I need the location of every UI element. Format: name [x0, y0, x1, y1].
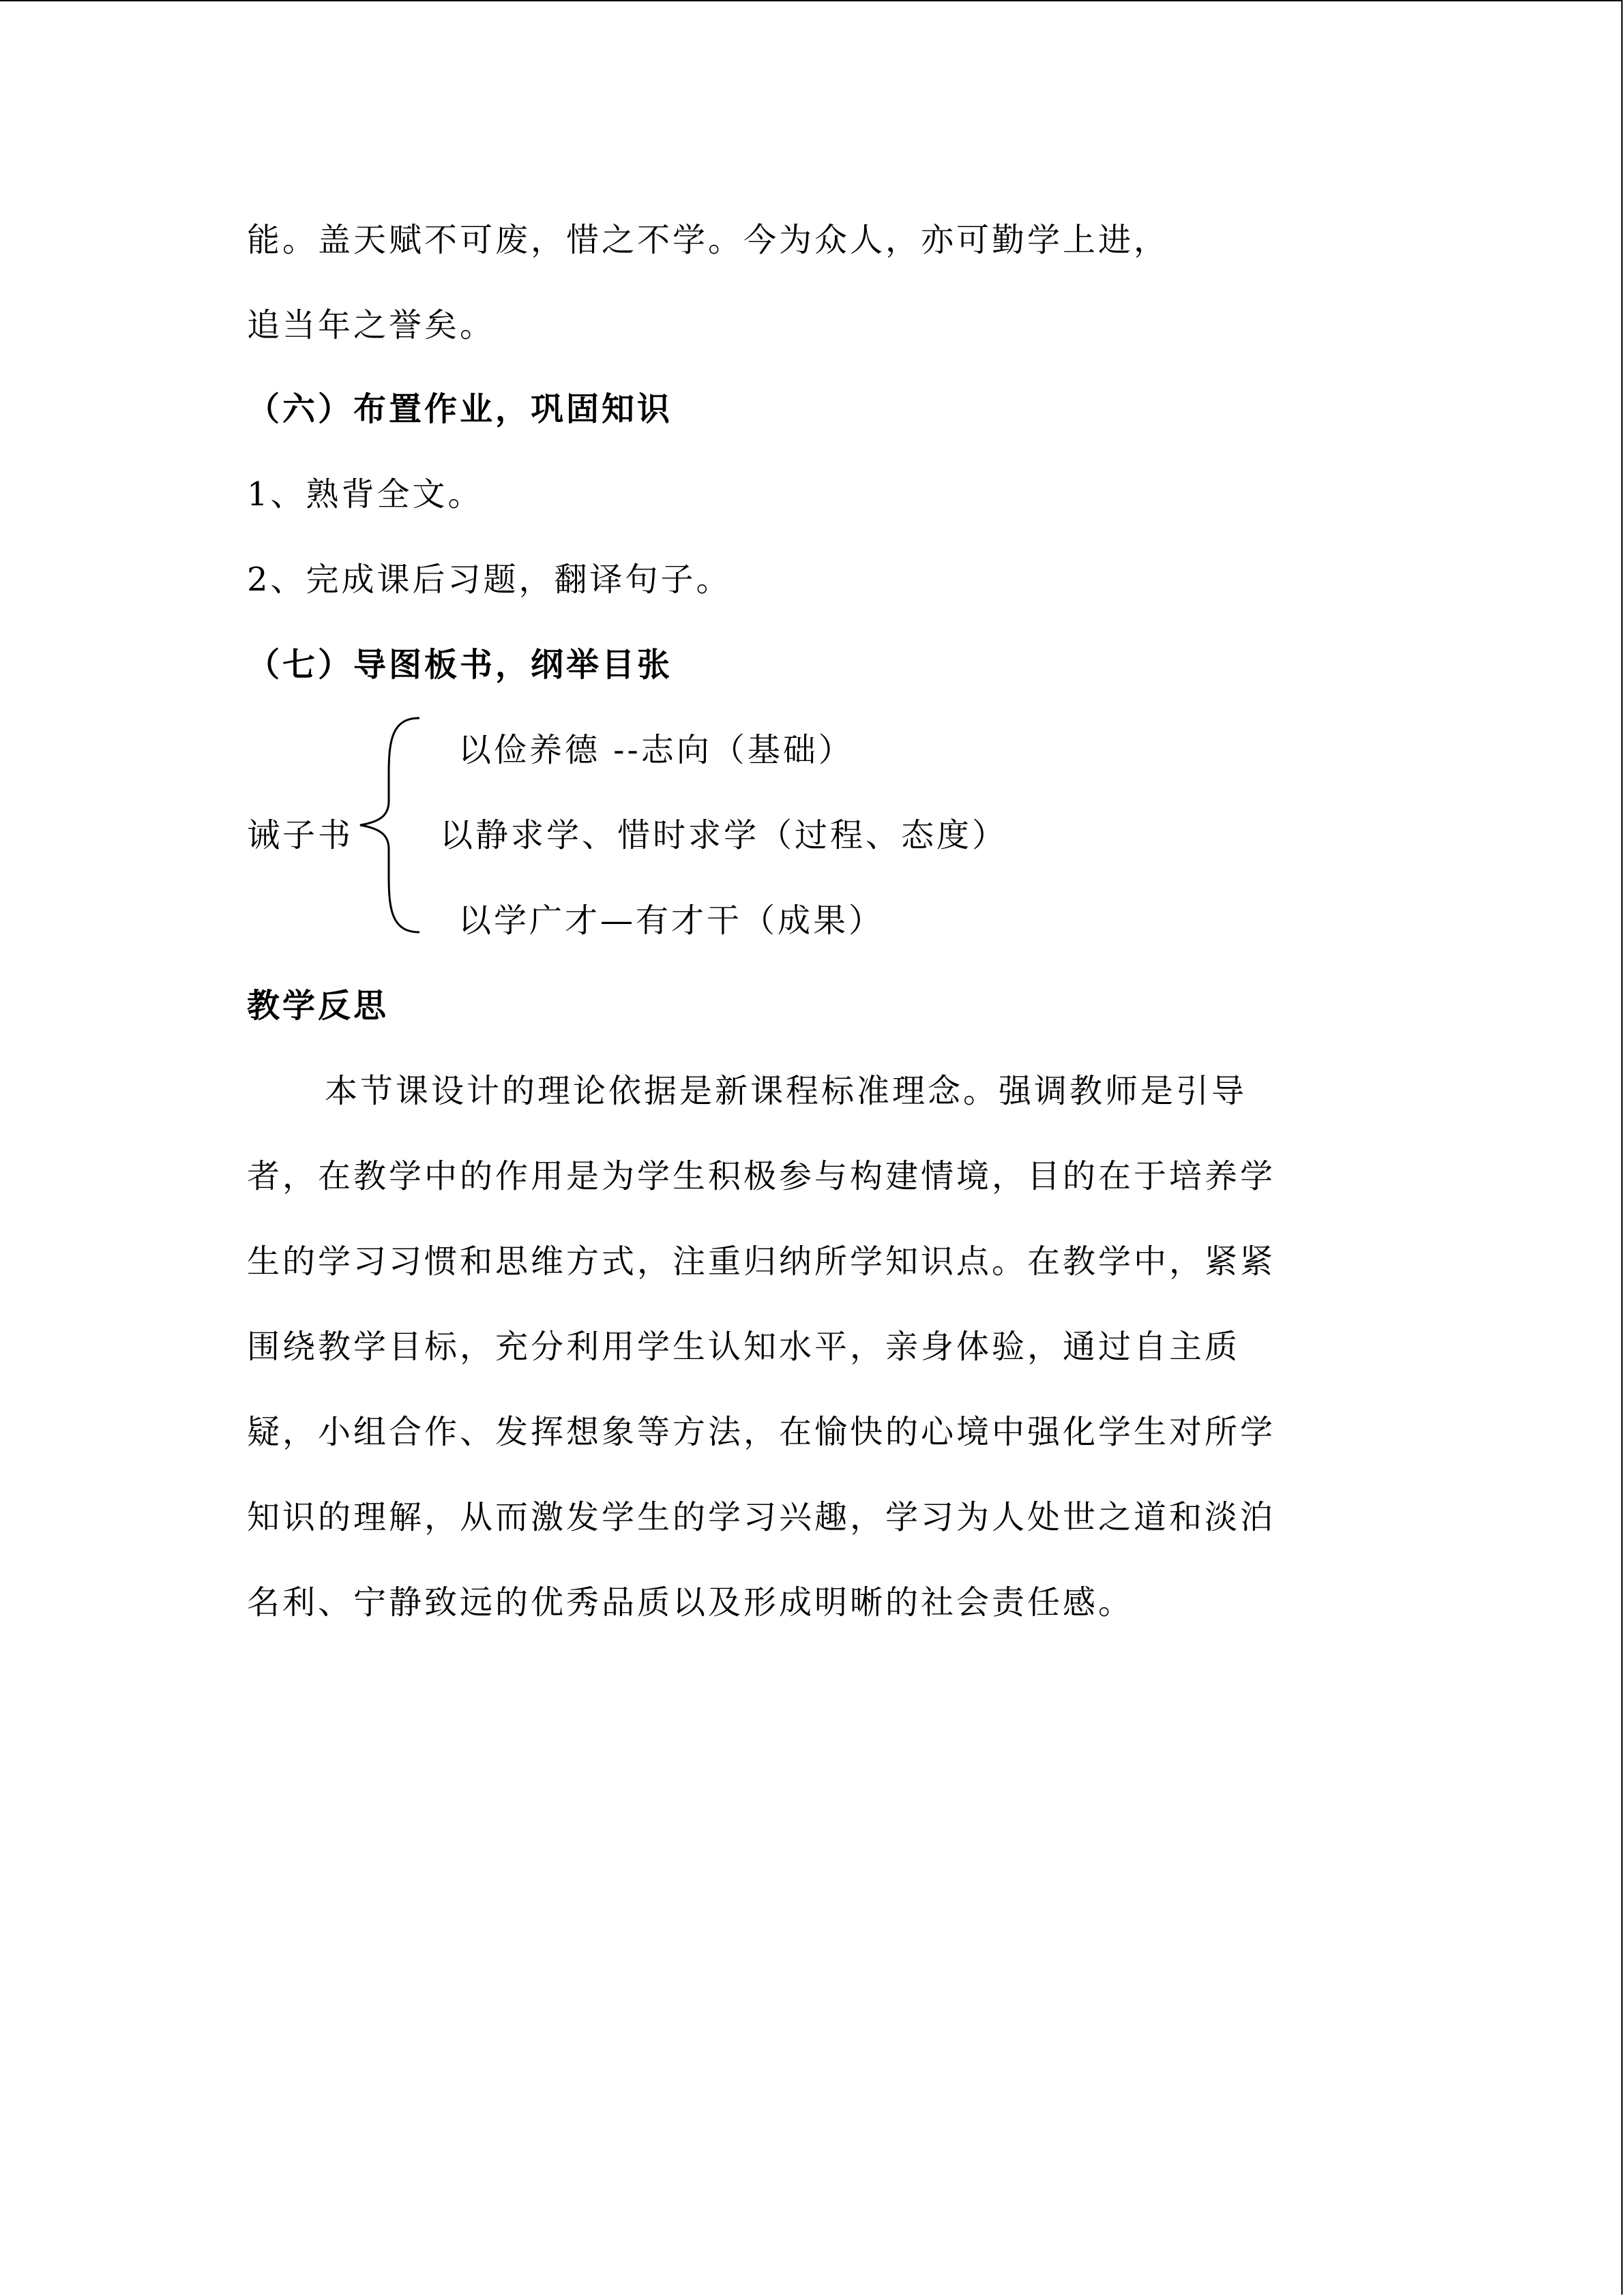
homework-item-1: 1、熟背全文。	[247, 475, 484, 513]
reflection-heading: 教学反思	[247, 987, 389, 1025]
reflection-line-3: 生的学习习惯和思维方式，注重归纳所学知识点。在教学中，紧紧	[247, 1242, 1276, 1281]
reflection-line-7: 名利、宁静致远的优秀品质以及形成明晰的社会责任感。	[247, 1583, 1134, 1622]
board-item-2: 以静求学、惜时求学（过程、态度）	[440, 816, 1008, 854]
board-title: 诫子书	[247, 816, 354, 854]
reflection-line-2: 者，在教学中的作用是为学生积极参与构建情境，目的在于培养学	[247, 1157, 1276, 1195]
reflection-line-1: 本节课设计的理论依据是新课程标准理念。强调教师是引导	[325, 1072, 1247, 1110]
board-item-1: 以俭养德 --志向（基础）	[458, 731, 854, 769]
reflection-line-4: 围绕教学目标，充分利用学生认知水平，亲身体验，通过自主质	[247, 1328, 1241, 1366]
section-7-heading: （七）导图板书，纲举目张	[247, 646, 673, 684]
homework-item-2: 2、完成课后习题，翻译句子。	[247, 561, 732, 599]
text-line-2: 追当年之誉矣。	[247, 306, 496, 344]
section-6-heading: （六）布置作业，巩固知识	[247, 390, 673, 428]
reflection-line-5: 疑，小组合作、发挥想象等方法，在愉快的心境中强化学生对所学	[247, 1413, 1276, 1451]
curly-brace-icon	[355, 713, 423, 938]
reflection-line-6: 知识的理解，从而激发学生的学习兴趣，学习为人处世之道和淡泊	[247, 1498, 1276, 1536]
text-line-1: 能。盖天赋不可废，惜之不学。今为众人，亦可勤学上进，	[247, 221, 1170, 259]
board-item-3: 以学广才—有才干（成果）	[458, 901, 885, 940]
